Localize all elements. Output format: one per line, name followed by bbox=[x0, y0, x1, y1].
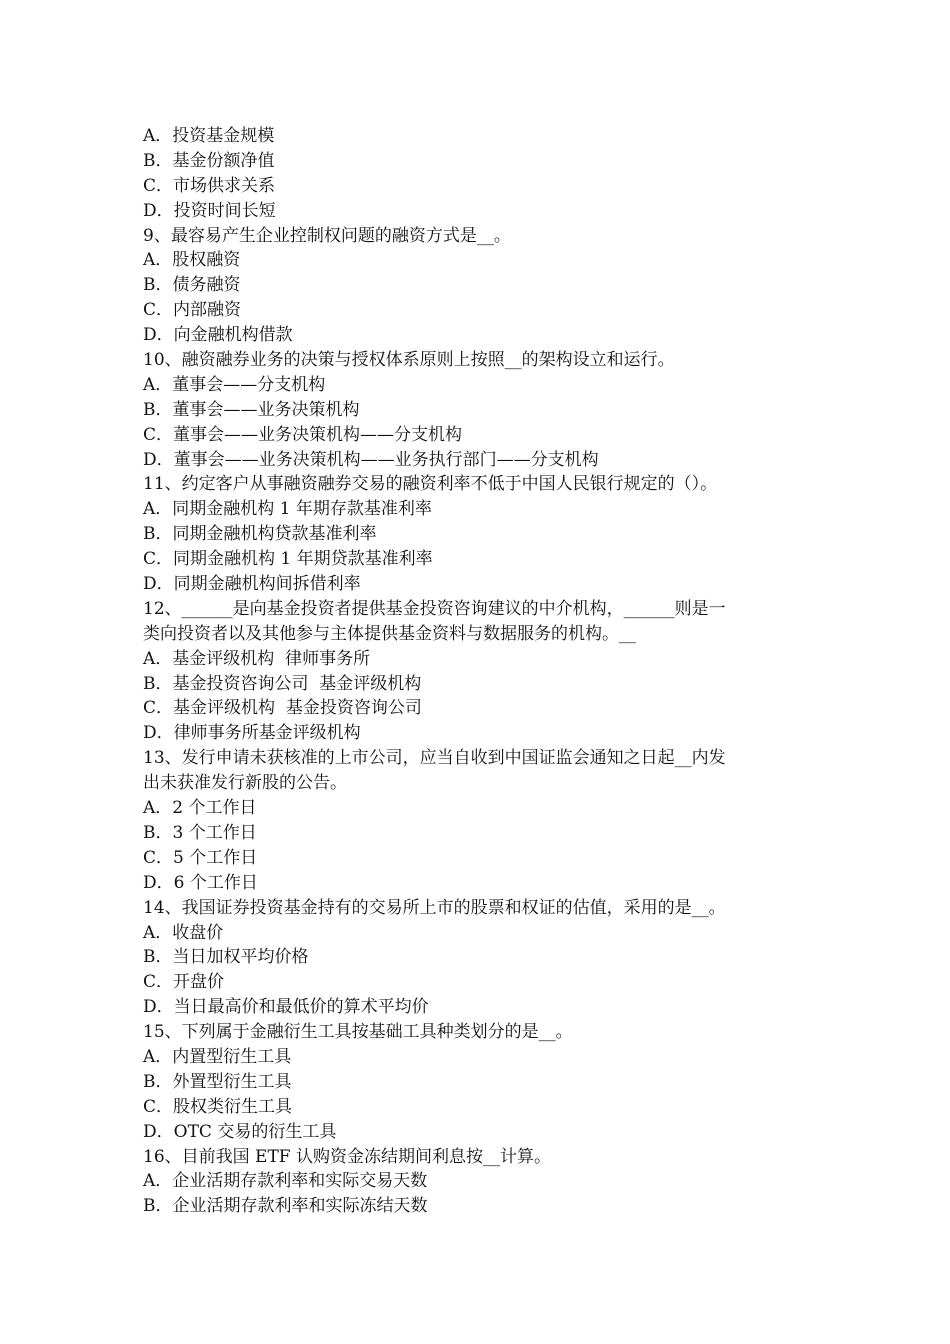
text-line: B．企业活期存款利率和实际冻结天数 bbox=[143, 1196, 428, 1217]
text-line: A．2 个工作日 bbox=[143, 798, 257, 819]
text-line: D．投资时间长短 bbox=[143, 200, 276, 221]
question-13-continued: 出未获准发行新股的公告。 bbox=[143, 773, 347, 794]
text-line: C．市场供求关系 bbox=[143, 175, 276, 196]
text-line: A．内置型衍生工具 bbox=[143, 1046, 292, 1067]
text-line: D．同期金融机构间拆借利率 bbox=[143, 574, 361, 595]
question-11: 11、约定客户从事融资融券交易的融资利率不低于中国人民银行规定的（）。 bbox=[143, 474, 718, 495]
text-line: B．外置型衍生工具 bbox=[143, 1071, 292, 1092]
text-line: A．董事会——分支机构 bbox=[143, 374, 326, 395]
text-line: A．收盘价 bbox=[143, 922, 224, 943]
text-line: C．股权类衍生工具 bbox=[143, 1096, 293, 1117]
question-16: 16、目前我国 ETF 认购资金冻结期间利息按__计算。 bbox=[143, 1146, 551, 1167]
question-13: 13、发行申请未获核准的上市公司，应当自收到中国证监会通知之日起__内发 bbox=[143, 748, 726, 769]
text-line: D．律师事务所基金评级机构 bbox=[143, 723, 361, 744]
text-line: D．董事会——业务决策机构——业务执行部门——分支机构 bbox=[143, 449, 599, 470]
text-line: B．同期金融机构贷款基准利率 bbox=[143, 524, 377, 545]
text-line: B．债务融资 bbox=[143, 275, 241, 296]
text-line: D．OTC 交易的衍生工具 bbox=[143, 1121, 337, 1142]
question-14: 14、我国证券投资基金持有的交易所上市的股票和权证的估值，采用的是__。 bbox=[143, 897, 726, 918]
text-line: D．向金融机构借款 bbox=[143, 325, 293, 346]
text-line: D．6 个工作日 bbox=[143, 872, 258, 893]
text-line: C．内部融资 bbox=[143, 300, 242, 321]
text-line: C．基金评级机构 基金投资咨询公司 bbox=[143, 698, 422, 719]
question-9: 9、最容易产生企业控制权问题的融资方式是__。 bbox=[143, 225, 511, 246]
text-line: B．董事会——业务决策机构 bbox=[143, 399, 360, 420]
text-line: C．5 个工作日 bbox=[143, 847, 258, 868]
text-line: C．开盘价 bbox=[143, 972, 225, 993]
text-line: B．3 个工作日 bbox=[143, 822, 257, 843]
text-line: A．企业活期存款利率和实际交易天数 bbox=[143, 1171, 428, 1192]
text-line: B．当日加权平均价格 bbox=[143, 947, 309, 968]
text-line: A．同期金融机构 1 年期存款基准利率 bbox=[143, 499, 432, 520]
text-line: C．董事会——业务决策机构——分支机构 bbox=[143, 424, 463, 445]
text-line: A．基金评级机构 律师事务所 bbox=[143, 648, 371, 669]
text-line: C．同期金融机构 1 年期贷款基准利率 bbox=[143, 549, 433, 570]
text-line: A．投资基金规模 bbox=[143, 126, 275, 146]
document-body bbox=[143, 124, 813, 1219]
text-line: B．基金份额净值 bbox=[143, 150, 275, 171]
question-10: 10、融资融券业务的决策与授权体系原则上按照__的架构设立和运行。 bbox=[143, 350, 675, 371]
text-line: A．股权融资 bbox=[143, 250, 241, 271]
text-line: D．当日最高价和最低价的算术平均价 bbox=[143, 997, 429, 1018]
question-12: 12、______是向基金投资者提供基金投资咨询建议的中介机构，______则是一 bbox=[143, 598, 726, 619]
question-12-continued: 类向投资者以及其他参与主体提供基金资料与数据服务的机构。__ bbox=[143, 623, 636, 644]
question-15: 15、下列属于金融衍生工具按基础工具种类划分的是__。 bbox=[143, 1022, 573, 1043]
text-line: B．基金投资咨询公司 基金评级机构 bbox=[143, 673, 422, 694]
